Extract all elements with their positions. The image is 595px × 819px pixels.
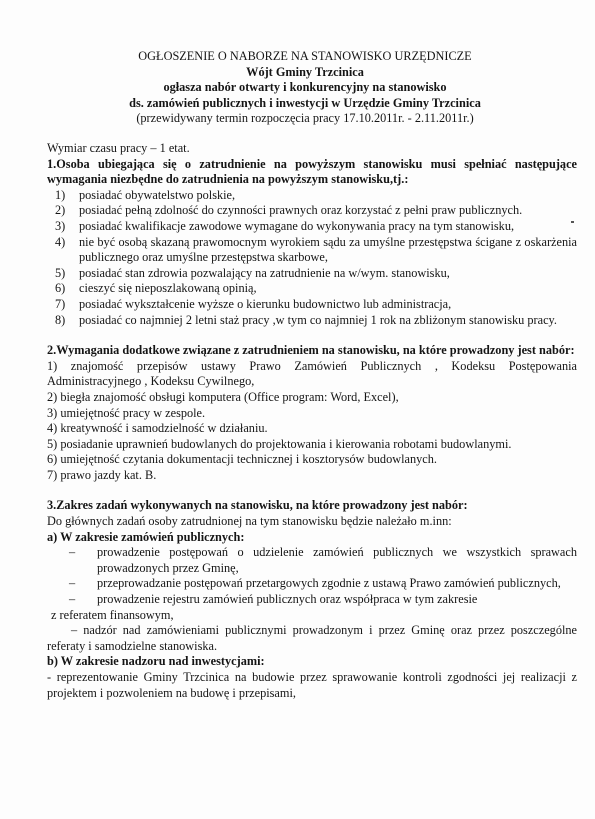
section-1-title: 1.Osoba ubiegająca się o zatrudnienie na powyższym stanowisku musi spełniać następujące wymagania niezbędne do zatrudnienia na powyższym stanowisku,tj.: (47, 156, 577, 187)
section-1-list (47, 188, 577, 328)
announcement-heading (40, 49, 570, 127)
list-item: 1) posiadać obywatelstwo polskie, (55, 187, 236, 202)
spacer (47, 328, 577, 343)
heading-line-2: Wójt Gminy Trzcinica (246, 64, 364, 79)
list-item: 5) posiadać stan zdrowia pozwalający na zatrudnienie na w/wym. stanowisku, (55, 265, 450, 280)
section-2-item-7: 7) prawo jazdy kat. B. (47, 467, 157, 482)
list-item: 4) nie być osobą skazaną prawomocnym wyrokiem sądu za umyślne przestępstwa ścigane z oskarżenia publicznego oraz umyślne przestępstwa skarbowe, (55, 234, 577, 265)
heading-line-3: ogłasza nabór otwarty i konkurencyjny na stanowisko (163, 80, 447, 95)
list-item: 6) cieszyć się nieposzlakowaną opinią, (55, 281, 257, 296)
section-3-title: 3.Zakres zadań wykonywanych na stanowisku, na które prowadzony jest nabór: (47, 498, 468, 513)
section-3-intro: Do głównych zadań osoby zatrudnionej na tym stanowisku będzie należało m.inn: (47, 514, 452, 529)
work-time-text: Wymiar czasu pracy – 1 etat. (47, 141, 190, 155)
section-2-item-4: 4) kreatywność i samodzielność w działaniu. (47, 421, 268, 436)
section-3b-title: b) W zakresie nadzoru nad inwestycjami: (47, 654, 265, 669)
list-item: 8) posiadać co najmniej 2 letni staż pracy ,w tym co najmniej 1 rok na zbliżonym stanowisku pracy. (55, 312, 557, 327)
heading-line-5: (przewidywany termin rozpoczęcia pracy 17.10.2011r. - 2.11.2011r.) (136, 111, 474, 126)
list-item: 7) posiadać wykształcenie wyższe o kierunku budownictwo lub administracja, (55, 296, 452, 311)
section-3a-last-item: – nadzór nad zamówieniami publicznymi prowadzonym i przez Gminę oraz przez poszczególne referaty i samodzielne stanowiska. (47, 623, 577, 653)
section-3a-title: a) W zakresie zamówień publicznych: (47, 529, 245, 544)
list-item: – przeprowadzanie postępowań przetargowych zgodnie z ustawą Prawo zamówień publicznych, (69, 576, 561, 591)
heading-line-4: ds. zamówień publicznych i inwestycji w Urzędzie Gminy Trzcinica (129, 95, 481, 110)
heading-line-1: OGŁOSZENIE O NABORZE NA STANOWISKO URZĘDNICZE (138, 49, 472, 63)
section-2-item-2: 2) biegła znajomość obsługi komputera (Office program: Word, Excel), (47, 389, 399, 404)
section-2-item-5: 5) posiadanie uprawnień budowlanych do projektowania i kierowania robotami budowlanymi. (47, 436, 512, 451)
section-2-item-1: 1) znajomość przepisów ustawy Prawo Zamówień Publicznych , Kodeksu Postępowania Administracyjnego , Kodeksu Cywilnego, (47, 358, 577, 389)
list-item: – prowadzenie postępowań o udzielenie zamówień publicznych we wszystkich sprawach prowadzonych przez Gminę, (69, 545, 577, 575)
section-3a-list (47, 545, 577, 607)
list-item: 2) posiadać pełną zdolność do czynności prawnych oraz korzystać z pełni praw publicznych. (55, 203, 523, 218)
section-2-item-6: 6) umiejętność czytania dokumentacji technicznej i kosztorysów budowlanych. (47, 452, 437, 467)
list-item: – prowadzenie rejestru zamówień publicznych oraz współpraca w tym zakresie (69, 592, 478, 607)
scan-speck (571, 221, 574, 223)
section-2-item-3: 3) umiejętność pracy w zespole. (47, 405, 206, 420)
section-2-title: 2.Wymagania dodatkowe związane z zatrudnieniem na stanowisku, na które prowadzony jest nabór: (47, 343, 575, 358)
spacer (47, 483, 577, 498)
list-item: 3) posiadać kwalifikacje zawodowe wymagane do wykonywania pracy na tym stanowisku, (55, 218, 515, 233)
section-3a-continuation: z referatem finansowym, (51, 607, 174, 622)
section-3b-text: - reprezentowanie Gminy Trzcinica na budowie przez sprawowanie kontroli zgodności jej realizacji z projektem i pozwoleniem na budowę i przepisami, (47, 670, 577, 700)
document-body (47, 141, 577, 701)
